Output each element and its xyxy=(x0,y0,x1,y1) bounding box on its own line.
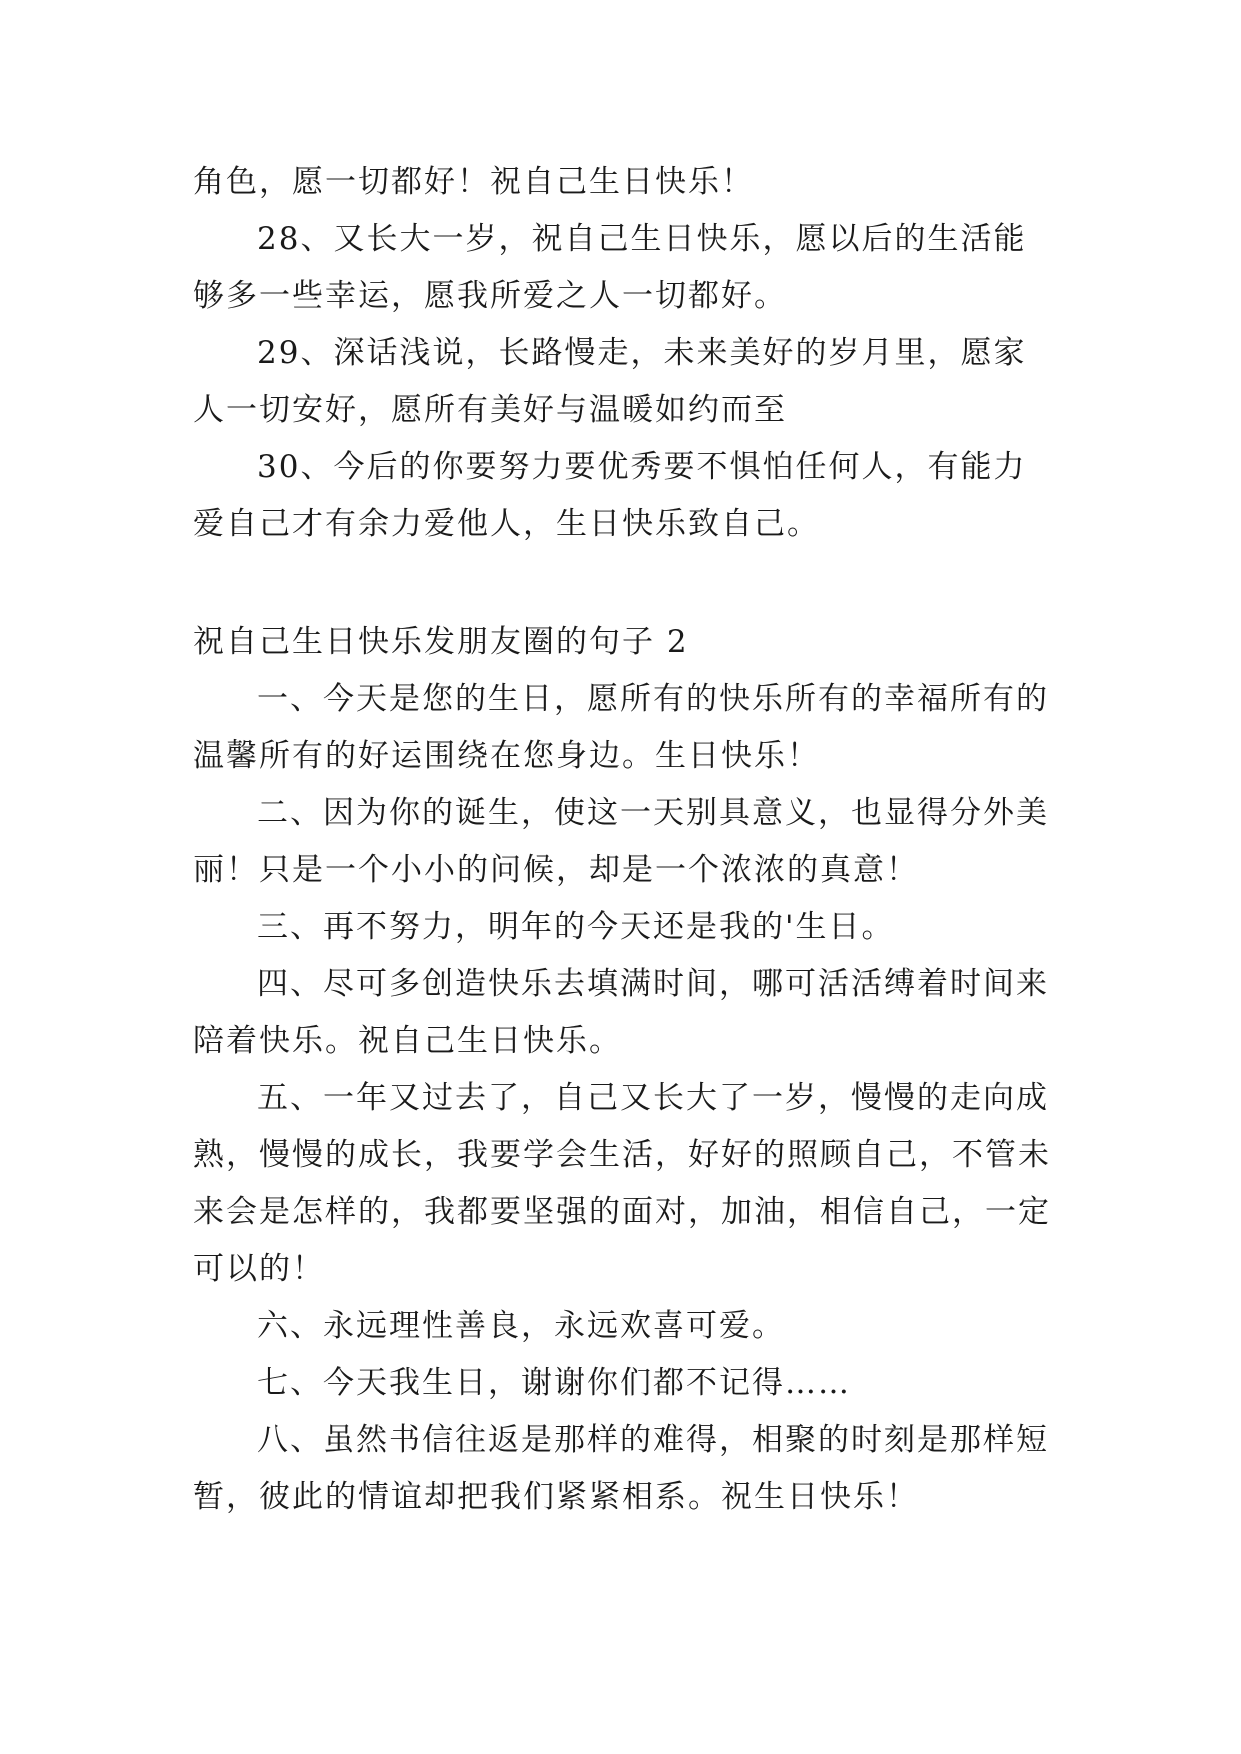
paragraph-item-28: 28、又长大一岁，祝自己生日快乐，愿以后的生活能够多一些幸运，愿我所爱之人一切都好。 xyxy=(193,221,1027,314)
paragraph-item-30: 30、今后的你要努力要优秀要不惧怕任何人，有能力爱自己才有余力爱他人，生日快乐致自己。 xyxy=(193,449,1027,542)
paragraph-item-1: 一、今天是您的生日，愿所有的快乐所有的幸福所有的温馨所有的好运围绕在您身边。生日快乐！ xyxy=(193,681,1049,774)
paragraph-item-8: 八、虽然书信往返是那样的难得，相聚的时刻是那样短暂，彼此的情谊却把我们紧紧相系。祝生日快乐！ xyxy=(193,1422,1049,1515)
document-body xyxy=(193,154,1058,1526)
paragraph-item-3: 三、再不努力，明年的今天还是我的'生日。 xyxy=(257,909,895,945)
paragraph-item-6: 六、永远理性善良，永远欢喜可爱。 xyxy=(257,1308,785,1344)
paragraph-item-5: 五、一年又过去了，自己又长大了一岁，慢慢的走向成熟，慢慢的成长，我要学会生活，好好的照顾自己，不管未来会是怎样的，我都要坚强的面对，加油，相信自己，一定可以的！ xyxy=(193,1080,1051,1287)
paragraph-item-2: 二、因为你的诞生，使这一天别具意义，也显得分外美丽！只是一个小小的问候，却是一个浓浓的真意！ xyxy=(193,795,1049,888)
paragraph-item-4: 四、尽可多创造快乐去填满时间，哪可活活缚着时间来陪着快乐。祝自己生日快乐。 xyxy=(193,966,1049,1059)
section-heading: 祝自己生日快乐发朋友圈的句子 2 xyxy=(193,624,689,660)
paragraph-item-29: 29、深话浅说，长路慢走，未来美好的岁月里，愿家人一切安好，愿所有美好与温暖如约而至 xyxy=(193,335,1027,428)
paragraph-continuation: 角色，愿一切都好！祝自己生日快乐！ xyxy=(193,164,754,200)
paragraph-item-7: 七、今天我生日，谢谢你们都不记得…… xyxy=(257,1365,851,1401)
